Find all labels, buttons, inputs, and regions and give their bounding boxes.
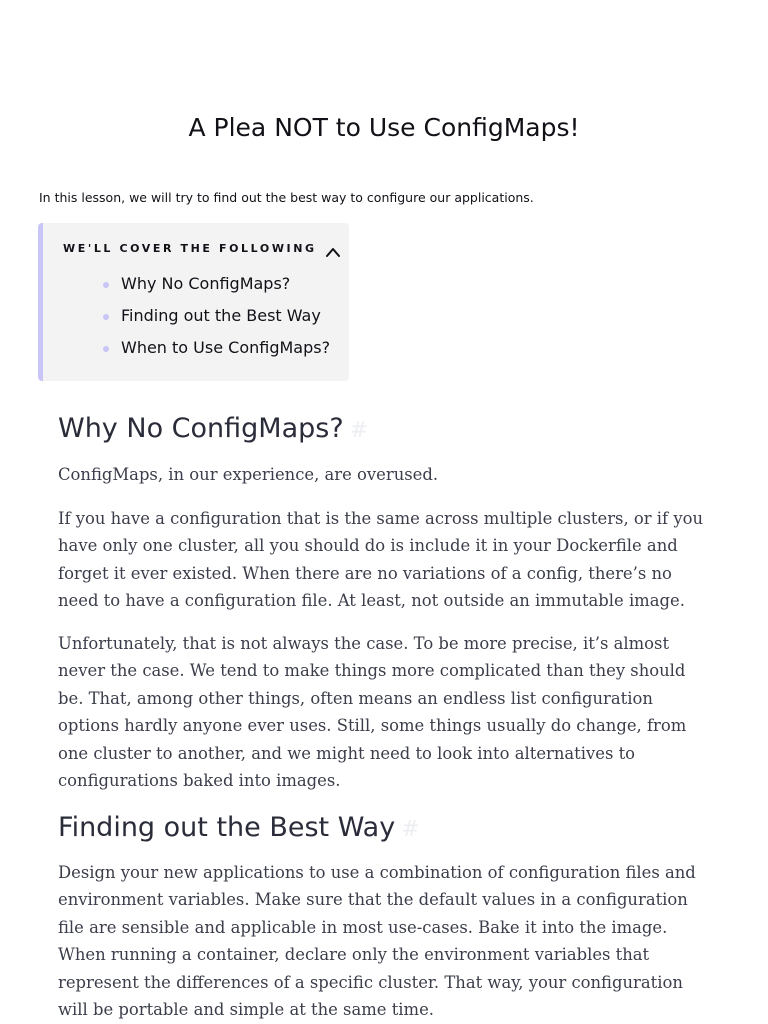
paragraph: Unfortunately, that is not always the case. To be more precise, it’s almost never the case. We tend to make things more complicated than they should be. That, among other things, often means an endless list configuration options hardly anyone ever uses. Still, some things usually do change, from one cluster to another, and we might need to look into alternatives to configurations baked into images.	[58, 634, 687, 791]
toc-item-label: When to Use ConfigMaps?	[121, 338, 331, 357]
page-title: A Plea NOT to Use ConfigMaps!	[188, 113, 580, 142]
lesson-intro: In this lesson, we will try to find out the best way to configure our applications.	[39, 190, 534, 205]
toc-item-why-no-configmaps[interactable]	[43, 271, 330, 303]
toc-title: WE'LL COVER THE FOLLOWING	[63, 242, 317, 255]
section-heading-text: Why No ConfigMaps?	[58, 413, 344, 444]
heading-anchor-link[interactable]: #	[349, 418, 369, 443]
section-finding-best-way	[58, 810, 708, 848]
table-of-contents	[38, 223, 349, 381]
bullet-icon	[103, 346, 109, 352]
toc-item-label: Why No ConfigMaps?	[121, 274, 291, 293]
section-why-no-configmaps	[58, 411, 708, 449]
toc-item-finding-best-way[interactable]	[43, 303, 330, 335]
section-heading-text: Finding out the Best Way	[58, 812, 396, 843]
bullet-icon	[103, 314, 109, 320]
section-heading	[58, 411, 708, 449]
heading-anchor-link[interactable]: #	[401, 817, 420, 842]
toc-header[interactable]	[63, 242, 341, 255]
paragraph: If you have a configuration that is the same across multiple clusters, or if you have only one cluster, all you should do is include it in your Dockerfile and forget it ever existed. When there are no variations of a config, there’s no need to have a configuration file. At least, not outside an immutable image.	[58, 509, 704, 611]
paragraph: Design your new applications to use a combination of configuration files and environment variables. Make sure that the default values in a configuration file are sensible and applicable in most use-cases. Bake it into the image. When running a container, declare only the environment variables that represent the differences of a specific cluster. That way, your configuration will be portable and simple at the same time.	[58, 863, 696, 1020]
toc-item-when-to-use-configmaps[interactable]	[43, 335, 330, 367]
toc-item-label: Finding out the Best Way	[121, 306, 321, 325]
chevron-up-icon[interactable]	[325, 243, 341, 255]
toc-list	[43, 271, 330, 367]
paragraph: ConfigMaps, in our experience, are overused.	[58, 465, 439, 484]
section-heading	[58, 810, 708, 848]
bullet-icon	[103, 282, 109, 288]
